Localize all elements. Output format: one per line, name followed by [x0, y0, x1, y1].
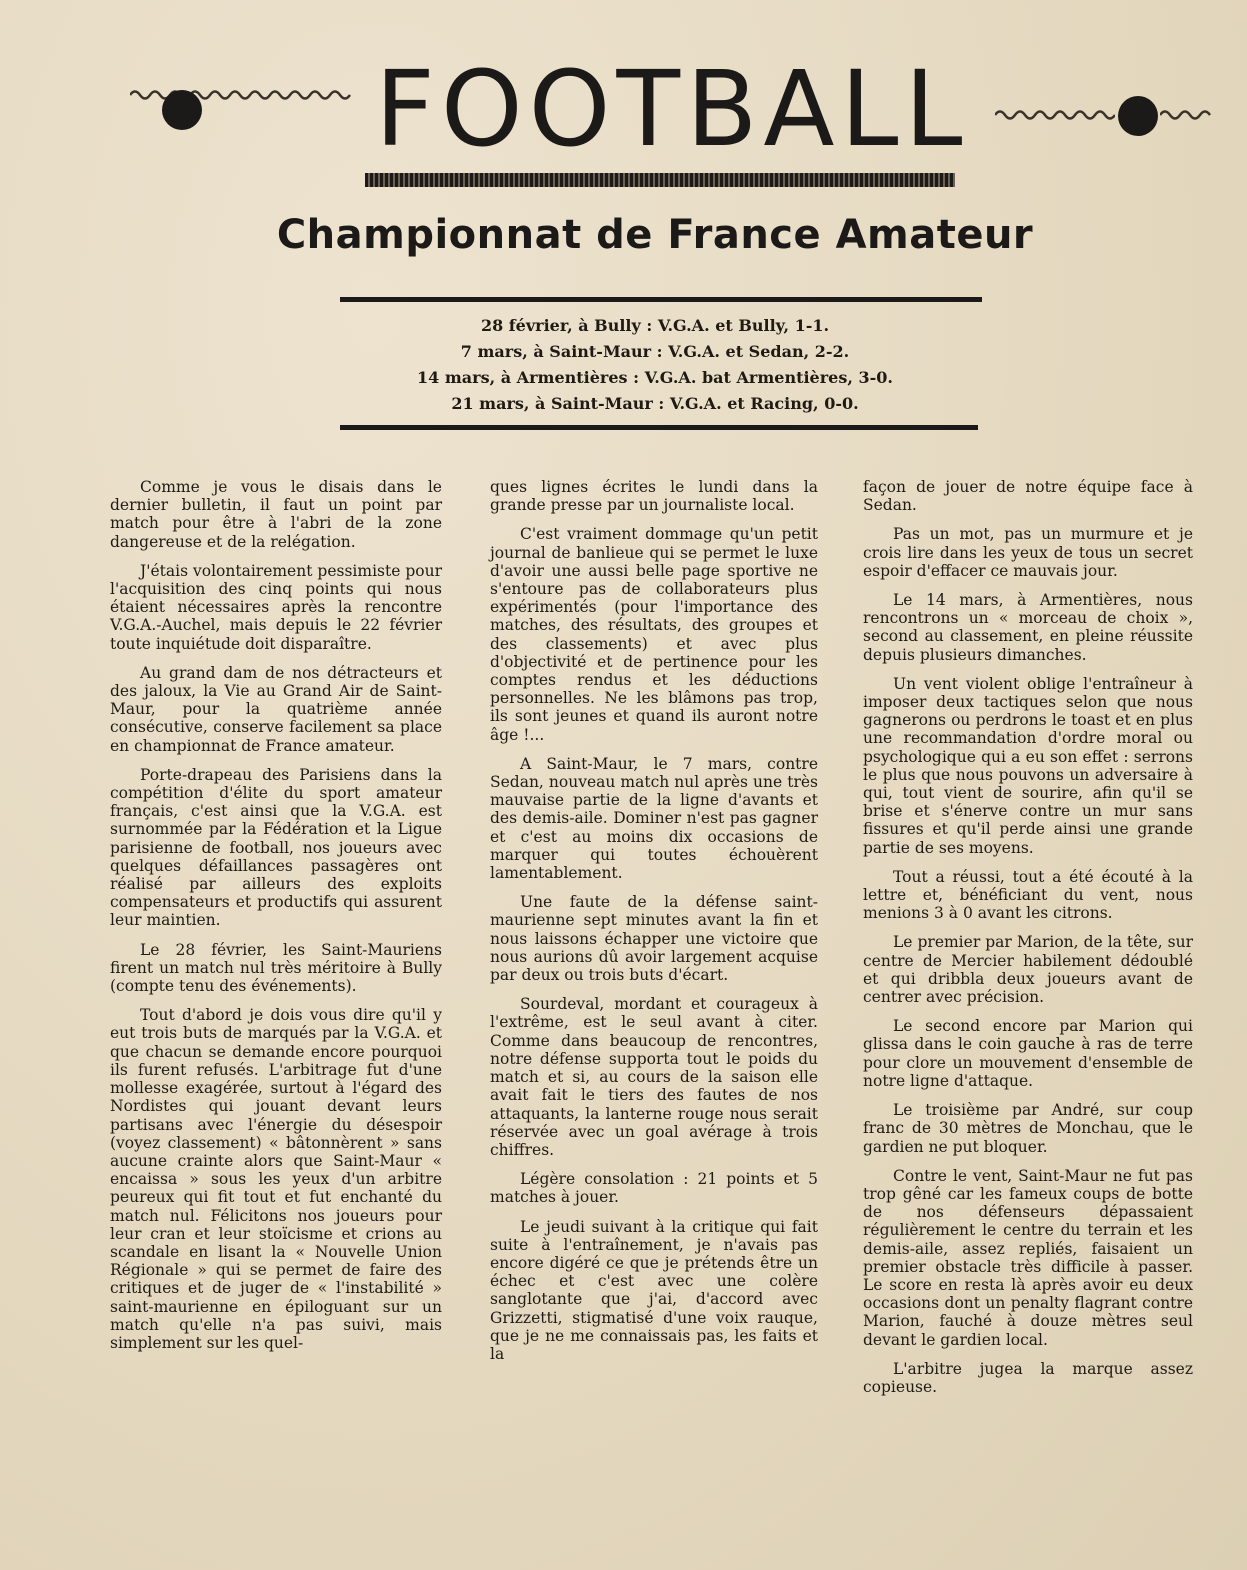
paragraph: Sourdeval, mordant et courageux à l'extrême, est le seul avant à citer. Comme dans beaucoup de rencontres, notre défense supporta tout le poids du match et si, au cours de la saison elle avait fait le tiers des fautes de nos attaquants, la lanterne rouge nous serait réservée avec un goal avérage à trois chiffres.: [490, 995, 818, 1159]
right-wave-ornament: [995, 108, 1115, 122]
divider-bottom: [340, 425, 978, 430]
paragraph: L'arbitre jugea la marque assez copieuse.: [863, 1359, 1193, 1396]
paragraph: Porte-drapeau des Parisiens dans la compétition d'élite du sport amateur français, c'est ainsi que la V.G.A. est surnommée par la Fédération et la Ligue parisienne de football, nos joueurs avec quelques défaillances passagères ont réalisé par ailleurs des exploits compensateurs et productifs qui assurent leur maintien.: [110, 765, 442, 930]
results-list: [330, 313, 980, 417]
result-line: 7 mars, à Saint-Maur : V.G.A. et Sedan, 2-2.: [460, 342, 850, 361]
divider-top: [340, 297, 982, 302]
paragraph: ques lignes écrites le lundi dans la grande presse par un journaliste local.: [490, 478, 818, 515]
paragraph: Le premier par Marion, de la tête, sur centre de Mercier habilement dédoublé et qui dribbla deux joueurs avant de centrer avec précision.: [863, 933, 1193, 1007]
paragraph: J'étais volontairement pessimiste pour l'acquisition des cinq points qui nous étaient nécessaires après la rencontre V.G.A.-Auchel, mais depuis le 22 février toute inquiétude doit disparaître.: [110, 561, 442, 653]
paragraph: Le jeudi suivant à la critique qui fait suite à l'entraînement, je n'avais pas encore digéré ce que je prétends être un échec et c'est avec une colère sanglotante que j'ai, d'accord avec Grizzetti, stigmatisé d'une voix rauque, que je ne me connaissais pas, les faits et la: [490, 1217, 818, 1363]
page-title: FOOTBALL: [375, 48, 969, 170]
paragraph: Légère consolation : 21 points et 5 matches à jouer.: [490, 1170, 818, 1207]
title-underline-bar: [365, 173, 955, 187]
article-column-2: [490, 478, 818, 1374]
paragraph: Le second encore par Marion qui glissa dans le coin gauche à ras de terre pour clore un mouvement d'ensemble de notre ligne d'attaque.: [863, 1017, 1193, 1090]
paragraph: Comme je vous le disais dans le dernier bulletin, il faut un point par match pour être à l'abri de la zone dangereuse et de la relégation.: [110, 478, 442, 551]
right-wave-ornament-end: [1160, 108, 1215, 122]
paragraph: Au grand dam de nos détracteurs et des jaloux, la Vie au Grand Air de Saint-Maur, pour la quatrième année consécutive, conserve facilement sa place en championnat de France amateur.: [110, 663, 442, 755]
paragraph: Le troisième par André, sur coup franc de 30 mètres de Monchau, que le gardien ne put bloquer.: [863, 1101, 1193, 1156]
article-column-3: [863, 478, 1193, 1407]
result-line: 28 février, à Bully : V.G.A. et Bully, 1-1.: [480, 316, 830, 335]
paragraph: A Saint-Maur, le 7 mars, contre Sedan, nouveau match nul après une très mauvaise partie de la ligne d'avants et des demis-aile. Dominer n'est pas gagner et c'est au moins dix occasions de marquer qui toutes échouèrent lamentablement.: [490, 754, 818, 883]
paragraph: Pas un mot, pas un murmure et je crois lire dans les yeux de tous un secret espoir d'effacer ce mauvais jour.: [863, 525, 1193, 580]
paragraph: Contre le vent, Saint-Maur ne fut pas trop gêné car les fameux coups de botte de nos défenseurs dépassaient régulièrement le centre du terrain et les demis-aile, assez repliés, faisaient un premier obstacle très difficile à passer. Le score en resta là après avoir eu deux occasions dont un penalty flagrant contre Marion, fauché à douze mètres seul devant le gardien local.: [863, 1166, 1193, 1349]
right-dot-ornament: [1118, 96, 1158, 136]
paragraph: Tout a réussi, tout a été écouté à la lettre et, bénéficiant du vent, nous menions 3 à 0 avant les citrons.: [863, 867, 1193, 923]
paragraph: Une faute de la défense saint-maurienne sept minutes avant la fin et nous laissons échapper une victoire que nous aurions dû avoir largement acquise par deux ou trois buts d'écart.: [490, 893, 818, 985]
paragraph: Le 14 mars, à Armentières, nous rencontrons un « morceau de choix », second au classement, en pleine réussite depuis plusieurs dimanches.: [863, 591, 1193, 664]
masthead: [0, 48, 1247, 193]
paragraph: façon de jouer de notre équipe face à Sedan.: [863, 478, 1193, 515]
section-subtitle: Championnat de France Amateur: [276, 212, 1034, 258]
result-line: 14 mars, à Armentières : V.G.A. bat Armentières, 3-0.: [417, 368, 893, 387]
result-line: 21 mars, à Saint-Maur : V.G.A. et Racing, 0-0.: [451, 394, 859, 413]
paragraph: Un vent violent oblige l'entraîneur à imposer deux tactiques selon que nous gagnerons ou perdrons le toast et en plus une recommandation d'ordre moral ou psychologique qui a eu son effet : serrons le plus que nous pouvons un adversaire à qui, tout vient de sourire, afin qu'il se brise et s'énerve contre un mur sans fissures et qu'il perde ainsi une grande partie de ses moyens.: [863, 674, 1193, 857]
article-column-1: [110, 478, 442, 1363]
paragraph: Tout d'abord je dois vous dire qu'il y eut trois buts de marqués par la V.G.A. et que chacun se demande encore pourquoi ils furent refusés. L'arbitrage fut d'une mollesse exagérée, surtout à l'égard des Nordistes qui jouant devant leurs partisans avec l'énergie du désespoir (voyez classement) « bâtonnèrent » sans aucune crainte alors que Saint-Maur « encaissa » sous les yeux d'un arbitre peureux qui fit tout et fut enchanté du match nul. Félicitons nos joueurs pour leur cran et leur stoïcisme et crions au scandale en lisant la « Nouvelle Union Régionale » qui se permet de faire des critiques et de juger de « l'instabilité » saint-maurienne en épiloguant sur un match qu'elle n'a pas suivi, mais simplement sur les quel-: [110, 1006, 442, 1352]
article-body: [0, 478, 1247, 1438]
paragraph: C'est vraiment dommage qu'un petit journal de banlieue qui se permet le luxe d'avoir une aussi belle page sportive ne s'entoure pas de collaborateurs plus expérimentés (pour l'importance des matches, des résultats, des groupes et des classements) et avec plus d'objectivité et de pertinence pour les comptes rendus et les déductions personnelles. Ne les blâmons pas trop, ils sont jeunes et quand ils auront notre âge !...: [490, 525, 818, 744]
paragraph: Le 28 février, les Saint-Mauriens firent un match nul très méritoire à Bully (compte tenu des événements).: [110, 940, 442, 996]
left-dot-ornament: [162, 90, 202, 130]
